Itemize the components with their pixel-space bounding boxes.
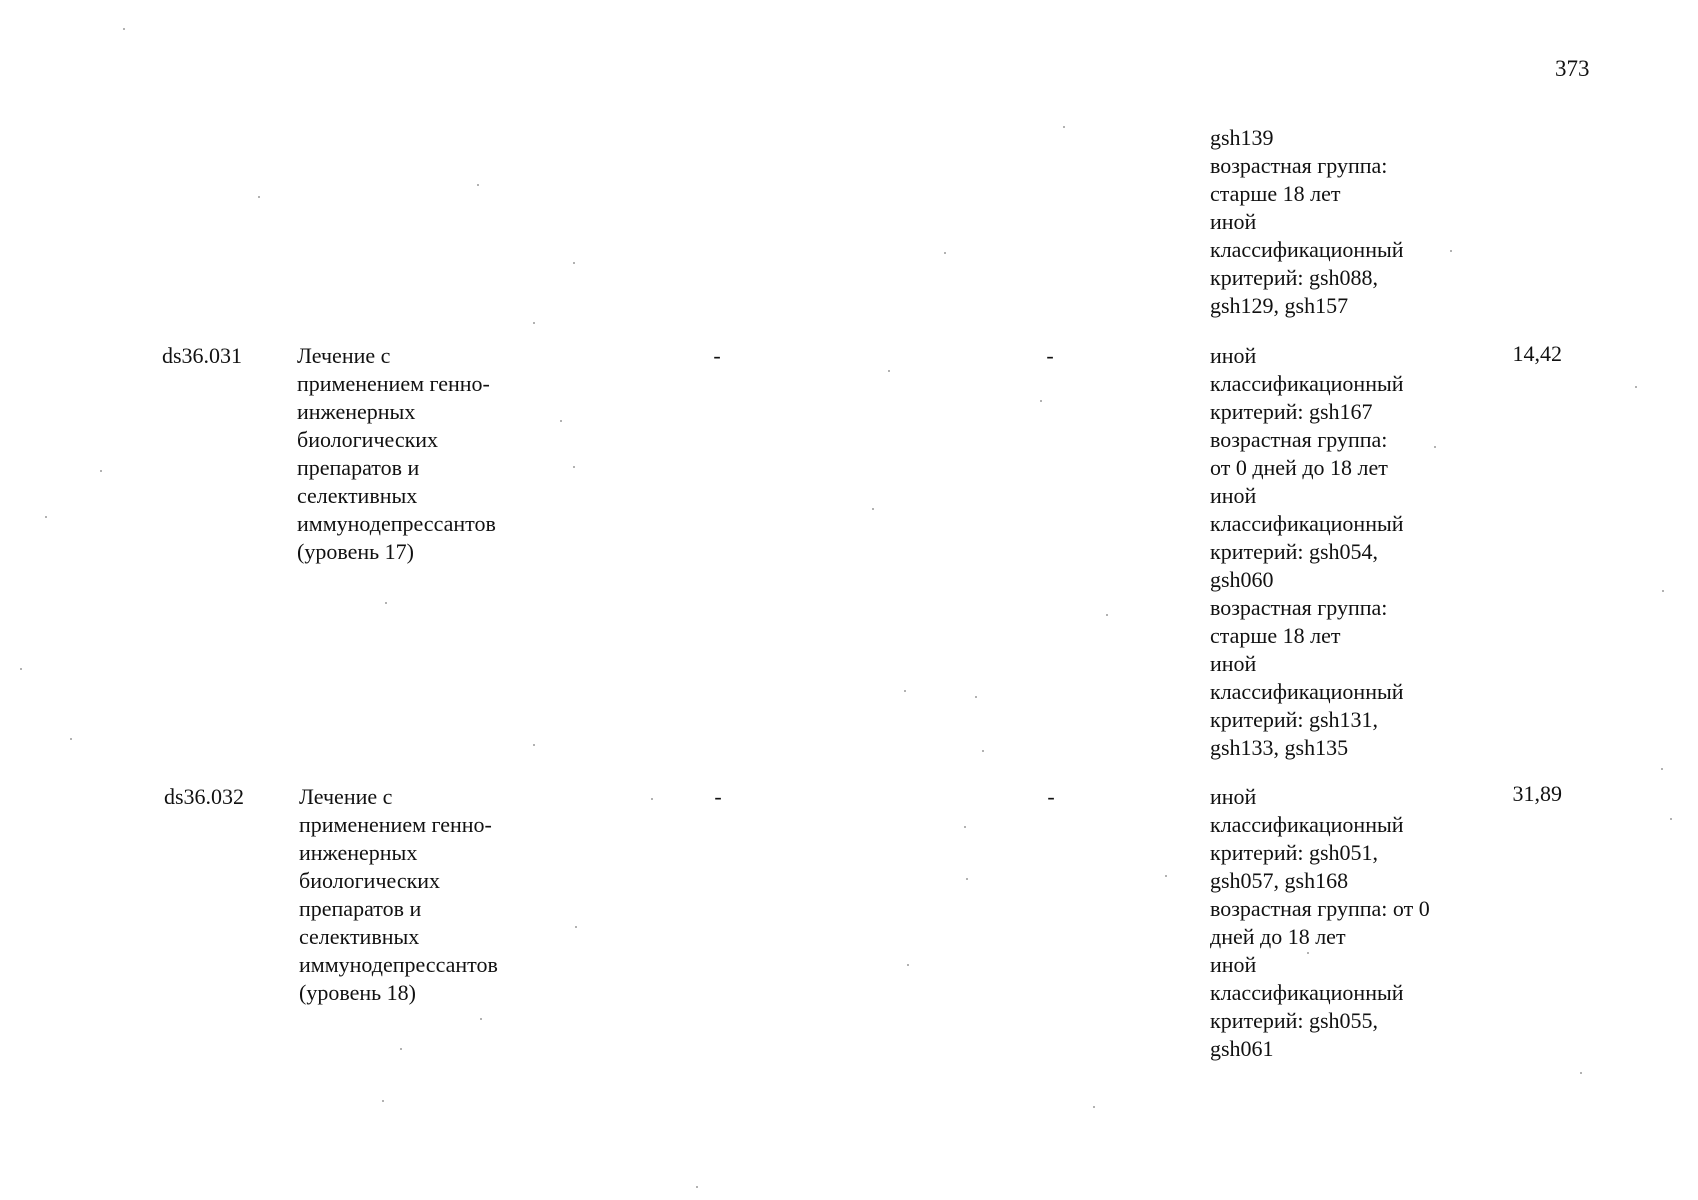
- scan-speck: [533, 744, 535, 746]
- scan-speck: [907, 964, 909, 966]
- row-code: ds36.031: [162, 343, 243, 368]
- scan-speck: [258, 196, 260, 198]
- row-name: Лечение с применением генно- инженерных биологических препаратов и селективных иммунодепрессантов (уровень 18): [299, 784, 498, 1005]
- scan-speck: [982, 750, 984, 752]
- page-number: 373: [1555, 56, 1590, 81]
- row-code: ds36.032: [164, 784, 245, 809]
- row-name: Лечение с применением генно- инженерных биологических препаратов и селективных иммунодепрессантов (уровень 17): [297, 343, 496, 564]
- row-col4-dash: -: [1047, 784, 1055, 809]
- scan-speck: [123, 28, 125, 30]
- scan-speck: [70, 738, 72, 740]
- scan-speck: [1662, 590, 1664, 592]
- scan-speck: [573, 466, 575, 468]
- scan-speck: [575, 926, 577, 928]
- scan-speck: [382, 1100, 384, 1102]
- scan-speck: [1580, 1072, 1582, 1074]
- scan-speck: [573, 262, 575, 264]
- scan-speck: [1106, 614, 1108, 616]
- scan-speck: [1063, 126, 1065, 128]
- scan-speck: [904, 690, 906, 692]
- scan-speck: [100, 470, 102, 472]
- scan-speck: [1040, 400, 1042, 402]
- scan-speck: [966, 878, 968, 880]
- scan-speck: [560, 420, 562, 422]
- scan-speck: [1450, 250, 1452, 252]
- scan-speck: [651, 798, 653, 800]
- scan-speck: [1434, 446, 1436, 448]
- scan-speck: [1661, 768, 1663, 770]
- row-coefficient: 31,89: [1512, 781, 1562, 806]
- scan-speck: [1165, 875, 1167, 877]
- scan-speck: [975, 696, 977, 698]
- criteria-continued: gsh139 возрастная группа: старше 18 лет иной классификационный критерий: gsh088, gsh129, gsh157: [1210, 125, 1404, 318]
- scan-speck: [1093, 1106, 1095, 1108]
- scan-speck: [20, 668, 22, 670]
- scan-speck: [533, 322, 535, 324]
- scan-speck: [1635, 386, 1637, 388]
- row-col3-dash: -: [714, 784, 722, 809]
- scan-speck: [480, 1018, 482, 1020]
- row-coefficient: 14,42: [1512, 341, 1562, 366]
- scan-speck: [1307, 952, 1309, 954]
- scan-speck: [45, 516, 47, 518]
- row-col4-dash: -: [1046, 343, 1054, 368]
- scan-speck: [888, 370, 890, 372]
- scan-speck: [872, 508, 874, 510]
- scan-speck: [1670, 818, 1672, 820]
- scan-speck: [964, 826, 966, 828]
- scan-speck: [400, 1048, 402, 1050]
- row-criteria: иной классификационный критерий: gsh167 возрастная группа: от 0 дней до 18 лет иной классификационный критерий: gsh054, gsh060 возрастная группа: старше 18 лет иной классификационный критерий: gsh131, gsh133, gsh135: [1210, 343, 1404, 760]
- scan-speck: [385, 602, 387, 604]
- row-criteria: иной классификационный критерий: gsh051, gsh057, gsh168 возрастная группа: от 0 дней до 18 лет иной классификационный критерий: gsh055, gsh061: [1210, 784, 1430, 1061]
- scan-speck: [477, 184, 479, 186]
- scan-speck: [696, 1186, 698, 1188]
- scan-speck: [944, 252, 946, 254]
- row-col3-dash: -: [713, 343, 721, 368]
